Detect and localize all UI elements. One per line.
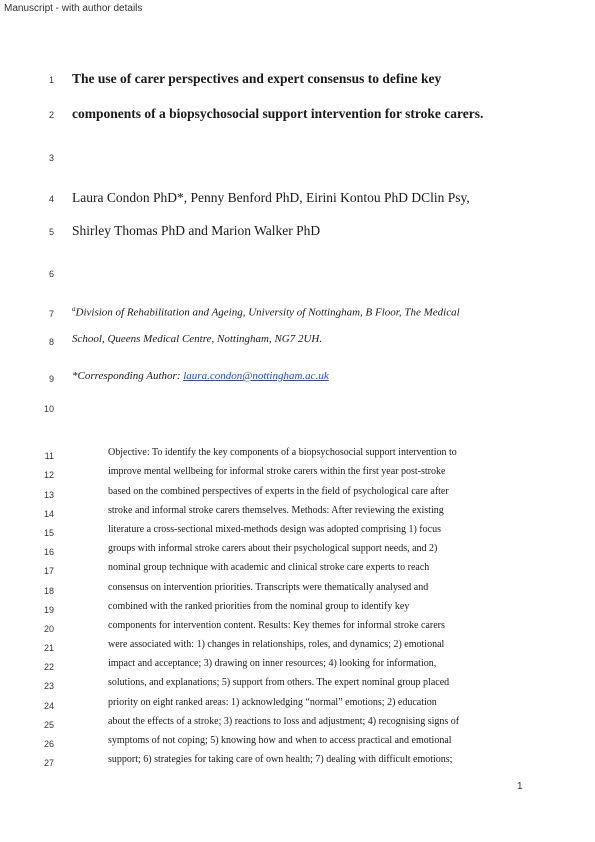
abstract-line xyxy=(108,543,437,554)
line-text: Objective: To identify the key components of a biopsychosocial support intervention to xyxy=(108,447,457,458)
line-number: 3 xyxy=(48,153,54,163)
abstract-line xyxy=(108,735,452,746)
line-text: solutions, and explanations; 5) support from others. The expert nominal group placed xyxy=(108,677,450,688)
abstract-line xyxy=(108,505,444,516)
line-number: 23 xyxy=(43,681,54,691)
line-number: 14 xyxy=(43,509,54,519)
line-number: 19 xyxy=(43,605,54,615)
line-text: Division of Rehabilitation and Ageing, University of Nottingham, B Floor, The Medical xyxy=(75,306,460,319)
line-number: 21 xyxy=(43,643,54,653)
line-number: 16 xyxy=(43,547,54,557)
abstract-line xyxy=(108,658,436,669)
abstract-line xyxy=(108,466,445,477)
author-line xyxy=(72,223,320,239)
affiliation-line xyxy=(72,305,460,319)
line-text: components for intervention content. Results: Key themes for informal stroke carers xyxy=(108,620,445,631)
line-number: 24 xyxy=(43,701,54,711)
line-text: priority on eight ranked areas: 1) acknowledging “normal” emotions; 2) education xyxy=(108,697,437,708)
line-text: support; 6) strategies for taking care of own health; 7) dealing with difficult emotions; xyxy=(108,754,453,765)
line-number: 27 xyxy=(43,758,54,768)
manuscript-header: Manuscript - with author details xyxy=(4,3,143,14)
line-number: 5 xyxy=(48,227,54,237)
abstract-line xyxy=(108,582,428,593)
line-number: 17 xyxy=(43,566,54,576)
title-line xyxy=(72,71,441,87)
affiliation-marker: a xyxy=(72,305,76,313)
line-text: symptoms of not coping; 5) knowing how and when to access practical and emotional xyxy=(108,735,452,746)
line-number: 10 xyxy=(43,404,54,414)
line-text: nominal group technique with academic and clinical stroke care experts to reach xyxy=(108,562,430,573)
line-text: consensus on intervention priorities. Transcripts were thematically analysed and xyxy=(108,582,429,593)
line-text: Shirley Thomas PhD and Marion Walker PhD xyxy=(72,223,321,238)
abstract-line xyxy=(108,697,437,708)
abstract-line xyxy=(108,677,449,688)
line-text: stroke and informal stroke carers themselves. Methods: After reviewing the existing xyxy=(108,505,444,516)
line-text: combined with the ranked priorities from the nominal group to identify key xyxy=(108,601,410,612)
abstract-line xyxy=(108,754,452,765)
line-number: 11 xyxy=(44,451,54,461)
line-text: components of a biopsychosocial support intervention for stroke carers. xyxy=(72,106,484,121)
abstract-line xyxy=(108,524,441,535)
line-number: 9 xyxy=(48,374,54,384)
corresponding-email-link[interactable]: laura.condon@nottingham.ac.uk xyxy=(183,370,329,382)
line-number: 13 xyxy=(43,490,54,500)
line-number: 8 xyxy=(48,337,54,347)
abstract-line xyxy=(108,562,429,573)
line-text: literature a cross-sectional mixed-methods design was adopted comprising 1) focus xyxy=(108,524,441,535)
line-number: 2 xyxy=(48,110,54,120)
abstract-line xyxy=(108,601,409,612)
affiliation-line xyxy=(72,333,322,345)
line-number: 4 xyxy=(48,194,54,204)
line-text: about the effects of a stroke; 3) reactions to loss and adjustment; 4) recognising signs of xyxy=(108,716,460,727)
line-text: The use of carer perspectives and expert consensus to define key xyxy=(72,71,442,86)
line-text: School, Queens Medical Centre, Nottingham, NG7 2UH. xyxy=(72,333,323,345)
abstract-line xyxy=(108,716,459,727)
line-text: based on the combined perspectives of experts in the field of psychological care after xyxy=(108,486,449,497)
line-number: 7 xyxy=(48,309,54,319)
line-number: 1 xyxy=(48,75,54,85)
line-text: improve mental wellbeing for informal stroke carers within the first year post-stroke xyxy=(108,466,446,477)
line-number: 25 xyxy=(43,720,54,730)
line-text: impact and acceptance; 3) drawing on inner resources; 4) looking for information, xyxy=(108,658,437,669)
line-text: were associated with: 1) changes in relationships, roles, and dynamics; 2) emotional xyxy=(108,639,445,650)
abstract-line xyxy=(108,620,445,631)
author-line xyxy=(72,190,470,206)
abstract-line xyxy=(108,486,449,497)
page-number: 1 xyxy=(517,781,523,792)
title-line xyxy=(72,106,483,122)
abstract-line xyxy=(108,447,457,458)
line-number: 18 xyxy=(43,586,54,596)
affiliation-line xyxy=(72,370,329,382)
line-number: 26 xyxy=(43,739,54,749)
line-number: 22 xyxy=(43,662,54,672)
line-number: 20 xyxy=(43,624,54,634)
line-text: Laura Condon PhD*, Penny Benford PhD, Eirini Kontou PhD DClin Psy, xyxy=(72,190,470,205)
abstract-line xyxy=(108,639,444,650)
line-text: *Corresponding Author: xyxy=(72,370,184,382)
line-number: 6 xyxy=(48,269,54,279)
line-number: 12 xyxy=(43,470,54,480)
line-number: 15 xyxy=(43,528,54,538)
line-text: groups with informal stroke carers about their psychological support needs, and 2) xyxy=(108,543,438,554)
